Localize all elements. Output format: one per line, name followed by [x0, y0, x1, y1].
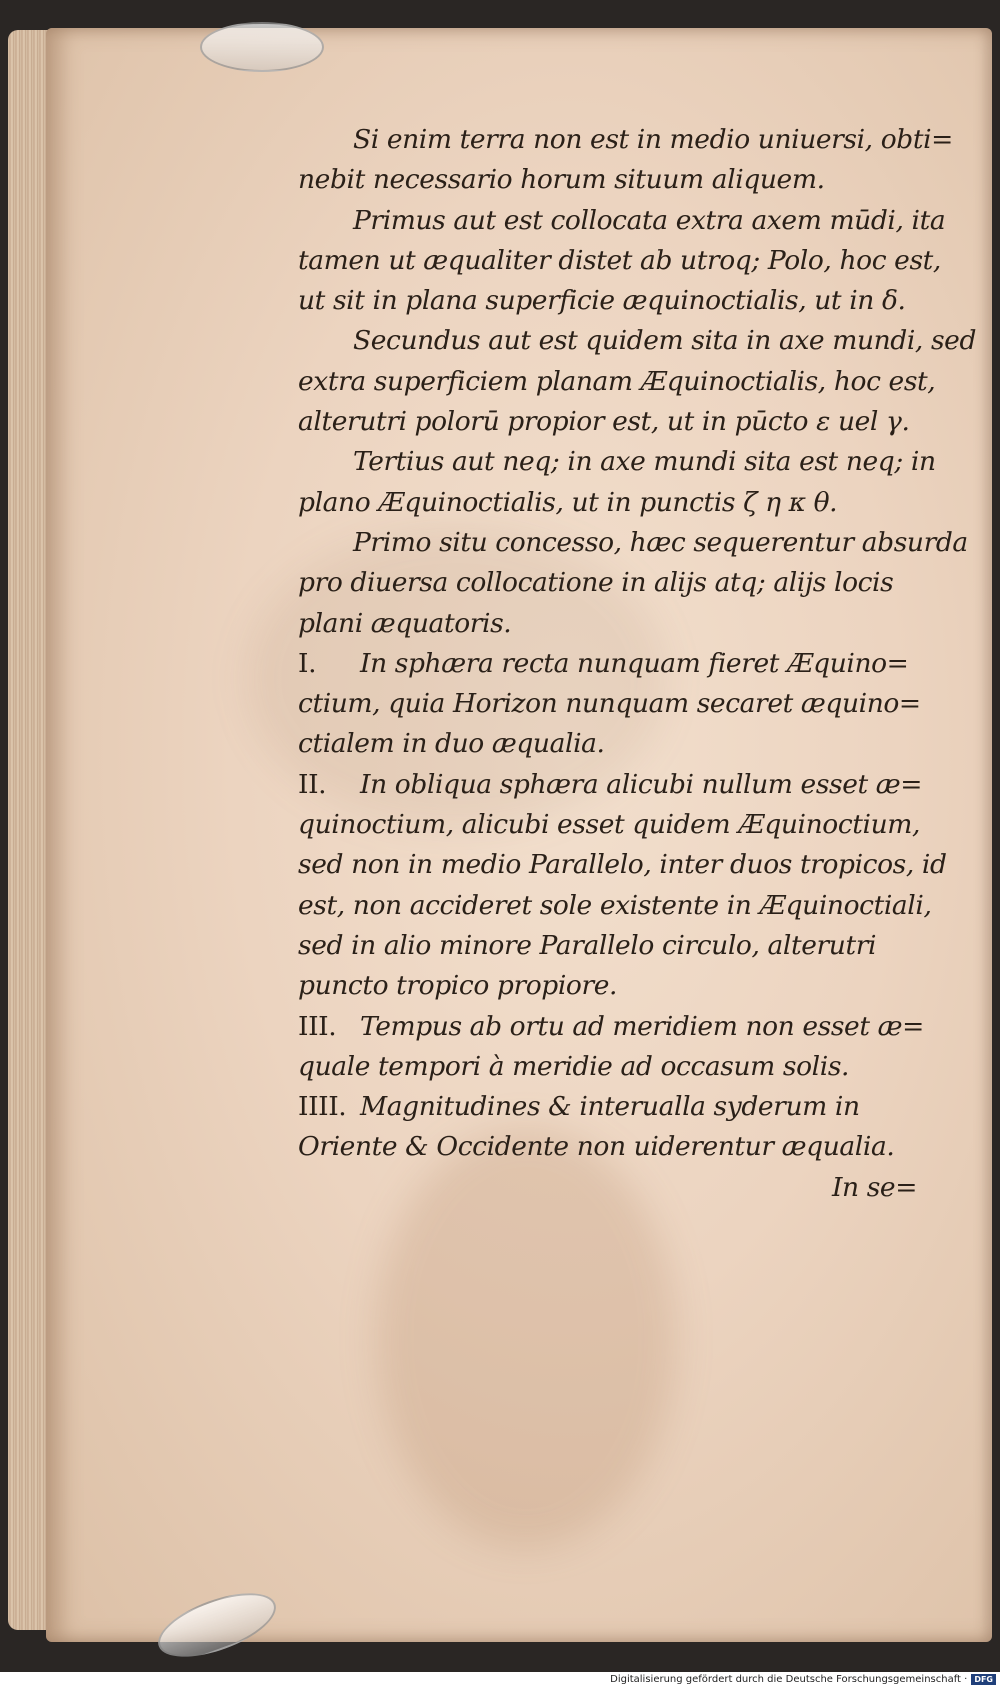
body-text	[298, 120, 977, 1208]
text-line: Secundus aut est quidem sita in axe mundi, sed	[353, 325, 977, 357]
text-line: extra superficiem planam Æquinoctialis, hoc est,	[298, 365, 936, 397]
numbered-line	[298, 1087, 923, 1127]
text-line: ctialem in duo æqualia.	[298, 728, 605, 760]
text-line: est, non accideret sole existente in Æquinoctiali,	[298, 889, 932, 921]
page-clip-top	[200, 22, 324, 72]
dfg-logo: DFG	[971, 1674, 996, 1685]
text-line: ut sit in plana superficie æquinoctialis, ut in δ.	[298, 285, 906, 317]
roman-numeral: II.	[298, 768, 327, 800]
numbered-line	[298, 765, 923, 805]
text-line: ctium, quia Horizon nunquam secaret æquino=	[298, 688, 921, 720]
roman-numeral: III.	[298, 1010, 337, 1042]
text-line: Oriente & Occidente non uiderentur æqualia.	[298, 1131, 895, 1163]
text-line: Tertius aut neq; in axe mundi sita est neq; in	[353, 446, 936, 478]
text-line: sed non in medio Parallelo, inter duos tropicos, id	[298, 849, 947, 881]
text-line: quinoctium, alicubi esset quidem Æquinoctium,	[298, 809, 921, 841]
text-line: In obliqua sphæra alicubi nullum esset æ=	[360, 768, 923, 800]
footer-credit: Digitalisierung gefördert durch die Deutsche Forschungsgemeinschaft	[610, 1674, 961, 1685]
numbered-line	[298, 644, 923, 684]
text-line: Primo situ concesso, hæc sequerentur absurda	[353, 526, 968, 558]
text-line: nebit necessario horum situum aliquem.	[298, 164, 825, 196]
text-line: puncto tropico propiore.	[298, 970, 618, 1002]
text-line: Si enim terra non est in medio uniuersi, obti=	[353, 124, 953, 155]
text-line: plano Æquinoctialis, ut in punctis ζ η κ θ.	[298, 486, 838, 518]
text-line: Magnitudines & interualla syderum in	[360, 1091, 860, 1123]
numbered-line	[298, 1007, 923, 1047]
text-line: pro diuersa collocatione in alijs atq; alijs locis	[298, 567, 894, 599]
digitization-footer: Digitalisierung gefördert durch die Deutsche Forschungsgemeinschaft · DFG	[0, 1672, 1000, 1687]
text-line: sed in alio minore Parallelo circulo, alterutri	[298, 929, 877, 961]
catchword: In se=	[831, 1171, 917, 1203]
roman-numeral: IIII.	[298, 1091, 347, 1123]
roman-numeral: I.	[298, 647, 317, 679]
text-line: Primus aut est collocata extra axem mūdi, ita	[353, 204, 946, 236]
text-line: Tempus ab ortu ad meridiem non esset æ=	[360, 1010, 924, 1042]
text-line: In sphæra recta nunquam fieret Æquino=	[360, 647, 909, 679]
text-line: tamen ut æqualiter distet ab utroq; Polo, hoc est,	[298, 244, 941, 276]
text-line: quale tempori à meridie ad occasum solis.	[298, 1050, 850, 1082]
text-line: alterutri polorū propior est, ut in pūcto ε uel γ.	[298, 406, 910, 438]
text-line: plani æquatoris.	[298, 607, 512, 639]
